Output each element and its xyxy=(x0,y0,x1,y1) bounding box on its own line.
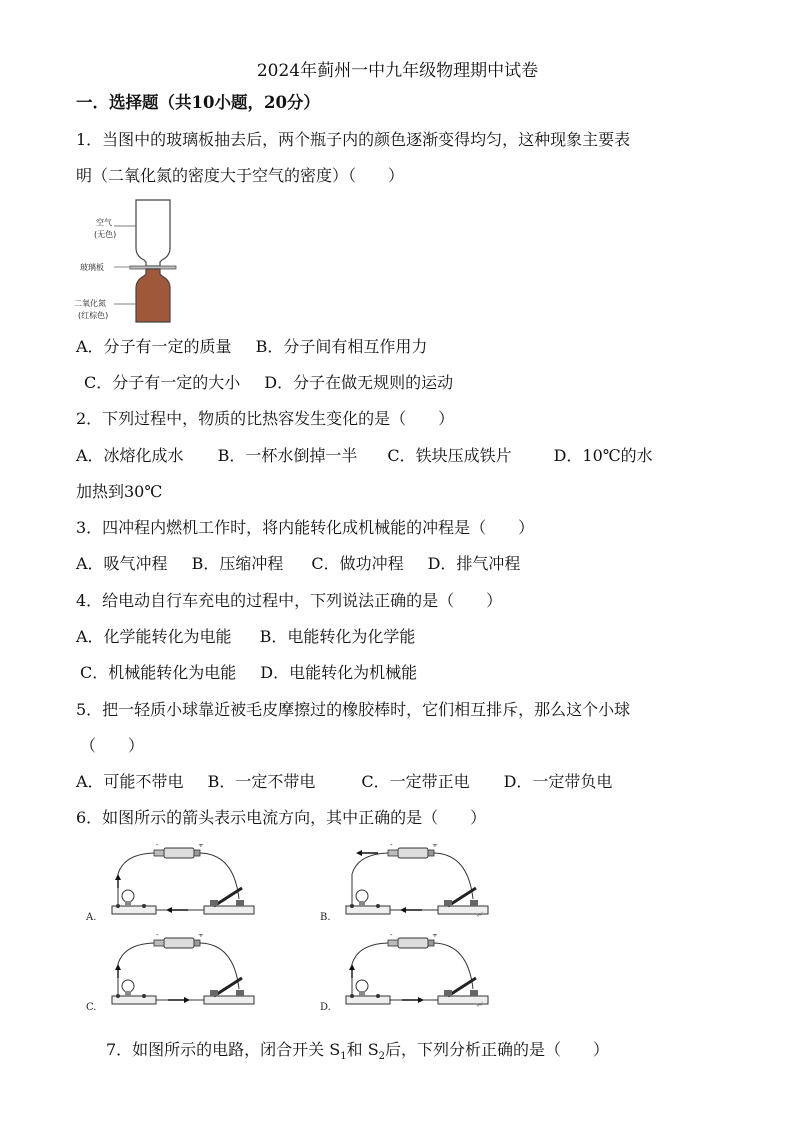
q5-stem-line2: （ ） xyxy=(80,736,145,755)
q7-subscript-1: 1 xyxy=(340,1051,347,1063)
q5-options-row xyxy=(76,772,612,792)
q5-option-c[interactable]: C．一定带正电 xyxy=(361,772,470,791)
q3-option-d[interactable]: D．排气冲程 xyxy=(427,554,521,573)
q1-options-row1 xyxy=(76,337,451,357)
q7-stem-pre: 7．如图所示的电路，闭合开关 S xyxy=(106,1040,341,1059)
q5-option-d[interactable]: D．一定带负电 xyxy=(503,772,613,791)
q5-option-a[interactable]: A．可能不带电 xyxy=(76,772,184,791)
q4-options-row2 xyxy=(80,663,441,683)
label-no2: 二氧化氮 xyxy=(74,299,106,308)
q4-option-b[interactable]: B．电能转化为化学能 xyxy=(259,627,416,646)
q1-diffusion-bottles-figure xyxy=(74,196,184,326)
q6-circuit-figure-a[interactable] xyxy=(84,840,274,930)
label-no2-sub: (红棕色) xyxy=(78,311,109,320)
q2-options-row xyxy=(76,446,653,466)
figure-label-c: C. xyxy=(86,1002,97,1013)
label-air: 空气 xyxy=(96,218,112,227)
q3-option-b[interactable]: B．压缩冲程 xyxy=(191,554,284,573)
q1-option-c[interactable]: C．分子有一定的大小 xyxy=(84,373,241,392)
q7-stem-mid: 和 S xyxy=(346,1040,379,1059)
figure-label-d: D. xyxy=(320,1002,331,1013)
q7-stem-post: 后，下列分析正确的是（ ） xyxy=(385,1040,610,1059)
q1-options-row2 xyxy=(84,373,477,393)
exam-title: 2024年蓟州一中九年级物理期中试卷 xyxy=(256,61,539,81)
q2-stem: 2．下列过程中，物质的比热容发生变化的是（ ） xyxy=(76,409,455,428)
return-mark-d: ↵ xyxy=(476,1000,485,1011)
figure-label-a: A. xyxy=(86,912,97,923)
q4-option-c[interactable]: C．机械能转化为电能 xyxy=(80,663,237,682)
q5-option-b[interactable]: B．一定不带电 xyxy=(207,772,316,791)
label-glass-plate: 玻璃板 xyxy=(80,263,104,272)
q2-option-a[interactable]: A．冰熔化成水 xyxy=(76,446,184,465)
section-heading-choice: 一．选择题（共10小题，20分） xyxy=(76,93,320,112)
q4-option-d[interactable]: D．电能转化为机械能 xyxy=(260,663,418,682)
q2-option-d-continued: 加热到30℃ xyxy=(76,482,163,501)
q4-option-a[interactable]: A．化学能转化为电能 xyxy=(76,627,232,646)
figure-label-b: B. xyxy=(320,912,331,923)
q1-stem-line1: 1．当图中的玻璃板抽去后，两个瓶子内的颜色逐渐变得均匀，这种现象主要表 xyxy=(76,130,631,149)
q7-subscript-2: 2 xyxy=(378,1051,386,1063)
return-mark-b: ↵ xyxy=(476,910,485,921)
q3-stem: 3．四冲程内燃机工作时，将内能转化成机械能的冲程是（ ） xyxy=(76,518,535,537)
q2-option-b[interactable]: B．一杯水倒掉一半 xyxy=(217,446,358,465)
q6-circuit-figure-c[interactable] xyxy=(84,930,274,1020)
q7-stem xyxy=(106,1040,609,1067)
q3-option-c[interactable]: C．做功冲程 xyxy=(311,554,404,573)
q1-option-a[interactable]: A．分子有一定的质量 xyxy=(76,337,232,356)
q6-stem: 6．如图所示的箭头表示电流方向，其中正确的是（ ） xyxy=(76,808,487,827)
q4-options-row1 xyxy=(76,627,439,647)
q4-stem: 4．给电动自行车充电的过程中，下列说法正确的是（ ） xyxy=(76,591,503,610)
q3-option-a[interactable]: A．吸气冲程 xyxy=(76,554,168,573)
q1-option-d[interactable]: D．分子在做无规则的运动 xyxy=(264,373,454,392)
q5-stem-line1: 5．把一轻质小球靠近被毛皮摩擦过的橡胶棒时，它们相互排斥，那么这个小球 xyxy=(76,700,631,719)
q3-options-row xyxy=(76,554,544,574)
q1-stem-line2: 明（二氧化氮的密度大于空气的密度）（ ） xyxy=(76,166,405,185)
q1-option-b[interactable]: B．分子间有相互作用力 xyxy=(255,337,428,356)
label-air-sub: (无色) xyxy=(94,230,117,239)
q2-option-d[interactable]: D．10℃的水 xyxy=(553,446,653,465)
q2-option-c[interactable]: C．铁块压成铁片 xyxy=(387,446,512,465)
